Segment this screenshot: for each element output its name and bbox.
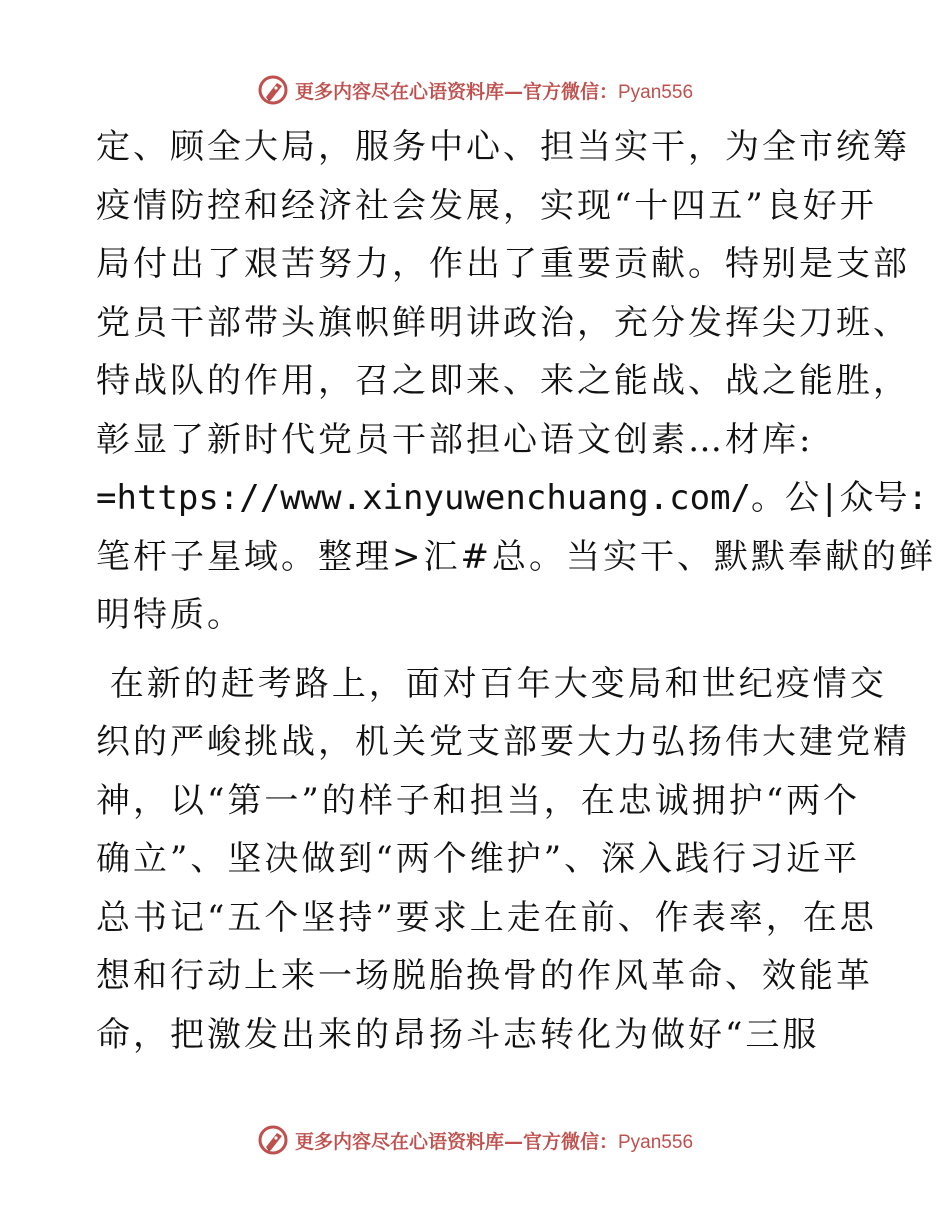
document-body (96, 118, 936, 1064)
text-line: 特战队的作用，召之即来、来之能战、战之能胜， (96, 361, 910, 401)
text-line-url: =https://www.xinyuwenchuang.com/。公|众号: (96, 478, 928, 518)
text-line: 总书记“五个坚持”要求上走在前、作表率，在思 (96, 897, 877, 938)
banner-text: 更多内容尽在心语资料库—官方微信：Pyan556 (294, 1130, 694, 1153)
pen-nib-logo-icon (257, 1124, 289, 1156)
text-line: 彰显了新时代党员干部担心语文创素…材库: (96, 419, 814, 460)
text-line: 织的严峻挑战，机关党支部要大力弘扬伟大建党精 (96, 722, 910, 762)
text-line: 确立”、坚决做到“两个维护”、深入践行习近平 (96, 839, 861, 879)
footer-banner (0, 1120, 950, 1160)
wechat-id: Pyan556 (618, 81, 694, 103)
banner-text: 更多内容尽在心语资料库—官方微信：Pyan556 (294, 80, 694, 103)
text-line: 明特质。 (96, 595, 244, 635)
text-line: 命，把激发出来的昂扬斗志转化为做好“三服 (96, 1014, 820, 1055)
header-banner (0, 70, 950, 110)
text-line: 疫情防控和经济社会发展，实现“十四五”良好开 (96, 185, 877, 226)
text-line: 在新的赶考路上，面对百年大变局和世纪疫情交 (96, 663, 887, 704)
paragraph-gap (96, 645, 866, 655)
text-line: 神，以“第一”的样子和担当，在忠诚拥护“两个 (96, 780, 861, 821)
text-line: 想和行动上来一场脱胎换骨的作风革命、效能革 (96, 956, 873, 996)
pen-nib-logo-icon (257, 74, 289, 106)
text-line: 定、顾全大局，服务中心、担当实干，为全市统筹 (96, 127, 910, 167)
text-line: 局付出了艰苦努力，作出了重要贡献。特别是支部 (96, 244, 910, 284)
paragraph-1 (96, 118, 936, 645)
text-line: 党员干部带头旗帜鲜明讲政治，充分发挥尖刀班、 (96, 302, 910, 343)
text-line: 笔杆子星域。整理>汇#总。当实干、默默奉献的鲜 (96, 536, 936, 577)
paragraph-2 (96, 655, 910, 1065)
wechat-id: Pyan556 (618, 1131, 694, 1153)
